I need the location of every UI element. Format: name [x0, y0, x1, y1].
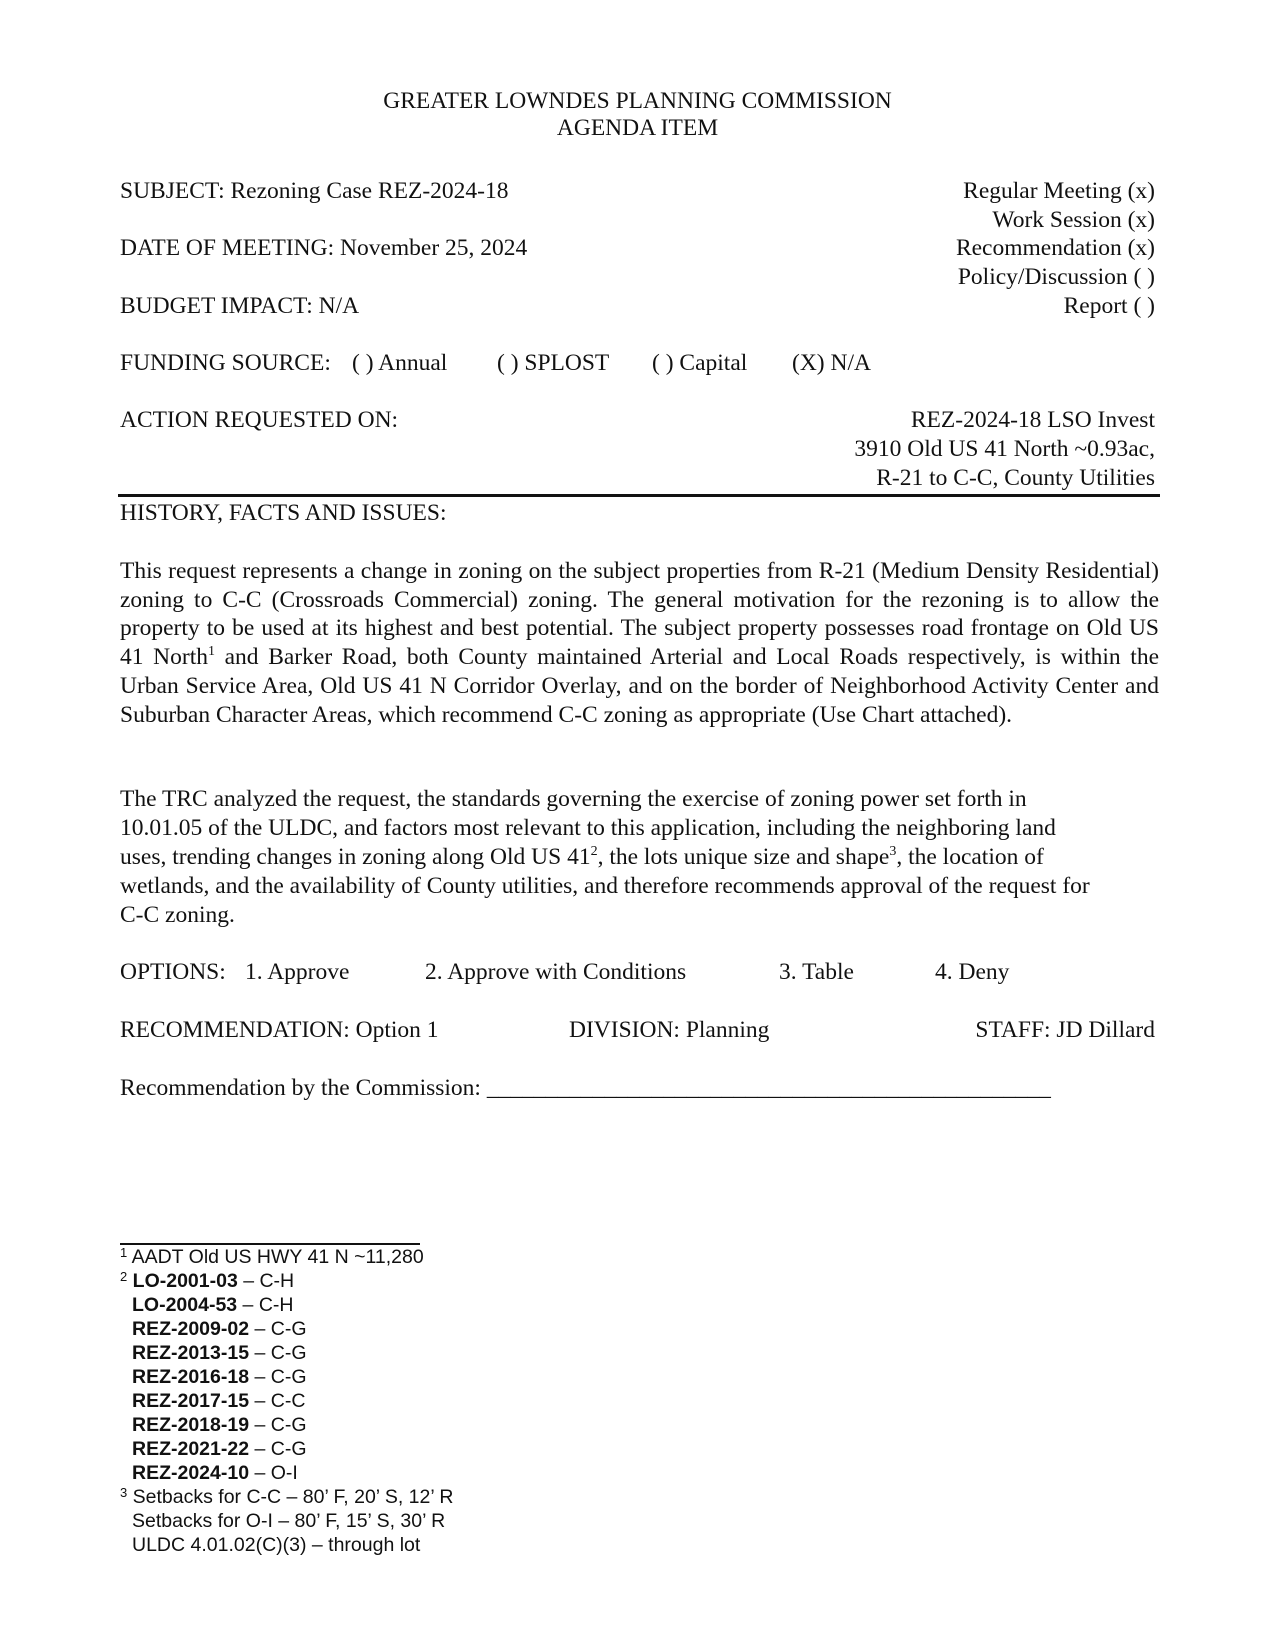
- meeting-type-recommendation: Recommendation (x): [955, 235, 1155, 261]
- case-zone: – C-G: [249, 1342, 307, 1364]
- paragraph-2-line-3-a: uses, trending changes in zoning along Old US 41: [120, 844, 591, 870]
- paragraph-1-part-b: and Barker Road, both County maintained Arterial and Local Roads respectively, is within the Urban Service Area, Old US 41 N Corridor Overlay, and on the border of Neighborhood Activity Center and Suburban Character Areas, which recommend C-C zoning as appropriate (Use Chart attached).: [120, 644, 1160, 728]
- paragraph-2-line-4: wetlands, and the availability of County utilities, and therefore recommends approval of the request for: [120, 873, 1090, 899]
- action-line-zoning: R-21 to C-C, County Utilities: [876, 465, 1155, 491]
- case-code: REZ-2009-02: [132, 1318, 250, 1340]
- case-zone: – C-G: [249, 1414, 307, 1436]
- footnote-3-line: Setbacks for O-I – 80’ F, 15’ S, 30’ R: [132, 1510, 446, 1532]
- funding-option-annual: ( ) Annual: [352, 350, 448, 376]
- footnote-2-item: [120, 1390, 305, 1414]
- footnote-2-item: [120, 1438, 307, 1462]
- footnote-ref-2: 2: [590, 844, 598, 859]
- footnote-2-item: [120, 1366, 307, 1390]
- paragraph-2-line-2: 10.01.05 of the ULDC, and factors most relevant to this application, including the neighboring land: [120, 815, 1056, 841]
- recommendation: RECOMMENDATION: Option 1: [120, 1017, 439, 1043]
- budget-impact: BUDGET IMPACT: N/A: [120, 293, 360, 319]
- case-code: LO-2004-53: [132, 1294, 238, 1316]
- header-title: GREATER LOWNDES PLANNING COMMISSION: [383, 88, 892, 114]
- history-paragraph-1: [120, 557, 1159, 729]
- case-code: LO-2001-03: [132, 1270, 238, 1292]
- footnote-3-line: [120, 1486, 453, 1510]
- funding-option-capital: ( ) Capital: [652, 350, 748, 376]
- meeting-type-work-session: Work Session (x): [992, 207, 1155, 233]
- staff: STAFF: JD Dillard: [975, 1017, 1155, 1043]
- case-zone: – C-C: [249, 1390, 306, 1412]
- footnote-2-item: [120, 1342, 307, 1366]
- paragraph-2-line-1: The TRC analyzed the request, the standards governing the exercise of zoning power set forth in: [120, 786, 1027, 812]
- paragraph-2-line-3-c: , the location of: [896, 844, 1044, 870]
- case-code: REZ-2013-15: [132, 1342, 250, 1364]
- header-subtitle: AGENDA ITEM: [556, 115, 719, 141]
- case-zone: – C-G: [249, 1366, 307, 1388]
- commission-recommendation-line: Recommendation by the Commission: ________________________________________________: [120, 1075, 1051, 1101]
- case-code: REZ-2021-22: [132, 1438, 250, 1460]
- meeting-type-regular: Regular Meeting (x): [963, 178, 1155, 204]
- case-zone: – C-H: [237, 1270, 295, 1292]
- footnote-2-item: [120, 1318, 307, 1342]
- footnote-3-text: Setbacks for C-C – 80’ F, 20’ S, 12’ R: [132, 1486, 454, 1508]
- date-of-meeting: DATE OF MEETING: November 25, 2024: [120, 235, 528, 261]
- division: DIVISION: Planning: [569, 1017, 770, 1043]
- case-zone: – C-G: [249, 1318, 307, 1340]
- footnote-2-item: [120, 1414, 307, 1438]
- action-line-address: 3910 Old US 41 North ~0.93ac,: [854, 436, 1155, 462]
- section-divider: [118, 494, 1160, 497]
- funding-source-label: FUNDING SOURCE:: [120, 350, 331, 376]
- case-zone: – O-I: [249, 1462, 298, 1484]
- option-deny: 4. Deny: [935, 959, 1010, 985]
- footnote-2-marker: 2: [120, 1269, 128, 1284]
- footnote-3-marker: 3: [120, 1485, 128, 1500]
- paragraph-1-part-a: This request represents a change in zoning on the subject properties from R-21 (Medium Density Residential) zoning to C-C (Crossroads Commercial) zoning. The general motivation for the rezoning is to allow the property to be used at its highest and best potential. The subject property possesses road frontage on Old US 41 North: [120, 558, 1159, 671]
- footnote-ref-1: 1: [207, 644, 215, 660]
- footnote-2-item: [120, 1270, 294, 1294]
- case-code: REZ-2016-18: [132, 1366, 250, 1388]
- funding-option-splost: ( ) SPLOST: [497, 350, 610, 376]
- funding-option-na: (X) N/A: [792, 350, 871, 376]
- footnote-1-marker: 1: [120, 1245, 128, 1260]
- case-code: REZ-2018-19: [132, 1414, 250, 1436]
- action-requested-label: ACTION REQUESTED ON:: [120, 407, 399, 433]
- option-table: 3. Table: [779, 959, 854, 985]
- paragraph-2-line-3-b: , the lots unique size and shape: [597, 844, 890, 870]
- history-heading: HISTORY, FACTS AND ISSUES:: [120, 500, 447, 526]
- footnote-3-line: ULDC 4.01.02(C)(3) – through lot: [132, 1534, 421, 1556]
- footnote-2-item: [120, 1294, 293, 1318]
- action-line-case: REZ-2024-18 LSO Invest: [910, 407, 1155, 433]
- option-approve-conditions: 2. Approve with Conditions: [425, 959, 687, 985]
- footnote-2-item: [120, 1462, 298, 1486]
- footnote-ref-3: 3: [889, 844, 897, 859]
- case-code: REZ-2024-10: [132, 1462, 250, 1484]
- meeting-type-report: Report ( ): [1063, 293, 1155, 319]
- subject-line: SUBJECT: Rezoning Case REZ-2024-18: [120, 178, 509, 204]
- case-code: REZ-2017-15: [132, 1390, 250, 1412]
- option-approve: 1. Approve: [245, 959, 350, 985]
- case-zone: – C-H: [237, 1294, 294, 1316]
- footnote-1-text: AADT Old US HWY 41 N ~11,280: [131, 1246, 424, 1268]
- paragraph-2-line-5: C-C zoning.: [120, 902, 235, 928]
- paragraph-2-line-3: [120, 843, 1044, 872]
- footnote-1: [120, 1246, 424, 1270]
- footnote-separator: [120, 1243, 420, 1245]
- case-zone: – C-G: [249, 1438, 307, 1460]
- options-label: OPTIONS:: [120, 959, 226, 985]
- meeting-type-policy: Policy/Discussion ( ): [957, 264, 1155, 290]
